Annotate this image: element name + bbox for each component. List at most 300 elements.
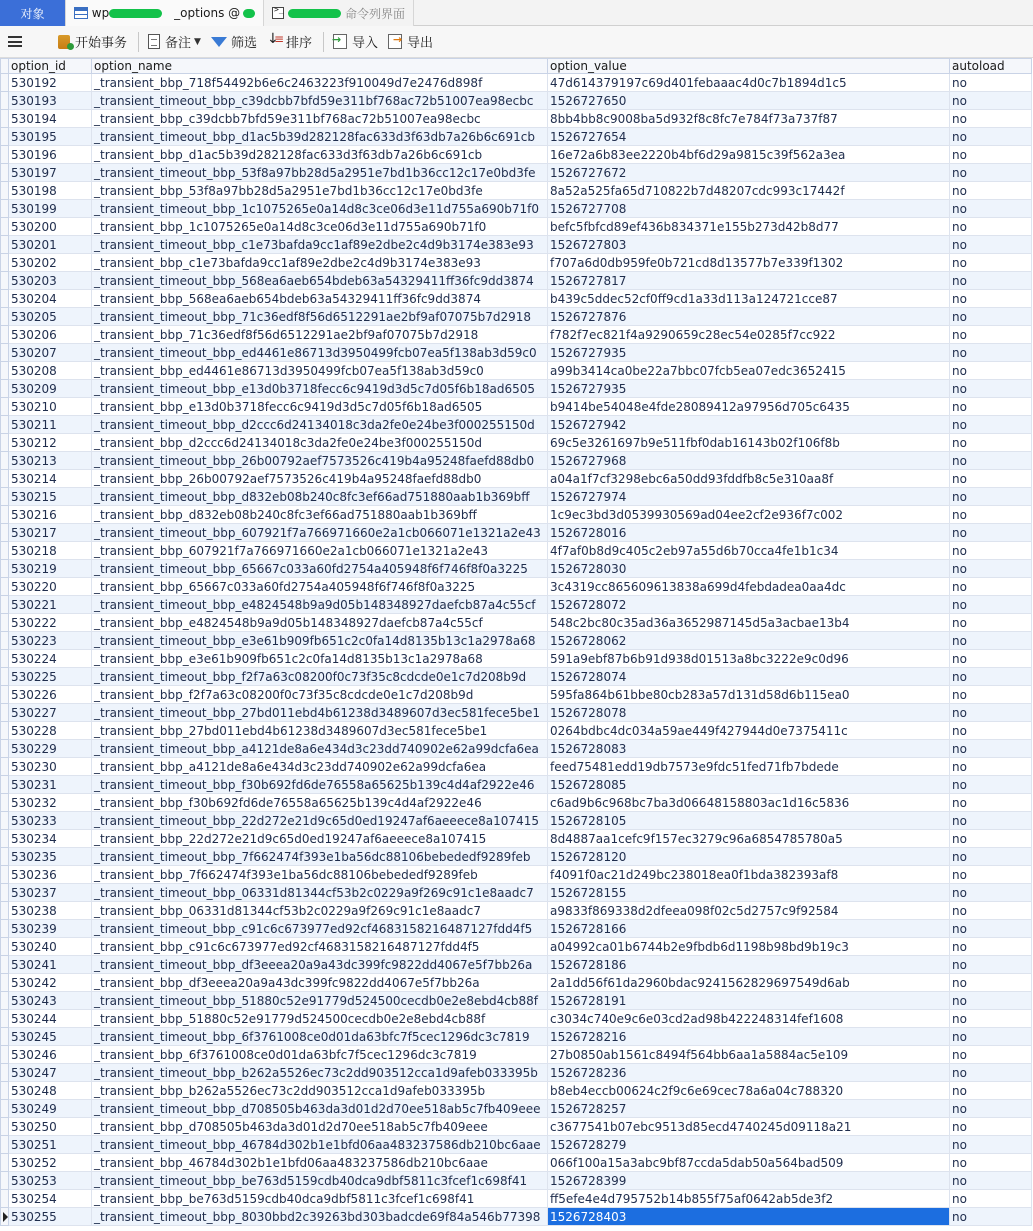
cell-option-name[interactable]: _transient_timeout_bbp_568ea6aeb654bdeb63a54329411ff36fc9dd3874: [92, 272, 548, 290]
column-header-option-value[interactable]: option_value: [548, 59, 950, 74]
table-row[interactable]: [1, 1046, 1032, 1064]
row-indicator[interactable]: [1, 866, 9, 884]
cell-option-value[interactable]: c3677541b07ebc9513d85ecd4740245d09118a21: [548, 1118, 950, 1136]
row-indicator[interactable]: [1, 470, 9, 488]
cell-option-id[interactable]: 530237: [9, 884, 92, 902]
cell-option-id[interactable]: 530200: [9, 218, 92, 236]
cell-option-value[interactable]: 1526727803: [548, 236, 950, 254]
cell-autoload[interactable]: no: [950, 470, 1032, 488]
cell-option-name[interactable]: _transient_timeout_bbp_f30b692fd6de76558a65625b139c4d4af2922e46: [92, 776, 548, 794]
cell-option-name[interactable]: _transient_timeout_bbp_7f662474f393e1ba56dc88106bebededf9289feb: [92, 848, 548, 866]
cell-option-id[interactable]: 530253: [9, 1172, 92, 1190]
cell-option-value[interactable]: a04992ca01b6744b2e9fbdb6d1198b98bd9b19c3: [548, 938, 950, 956]
cell-option-id[interactable]: 530196: [9, 146, 92, 164]
cell-autoload[interactable]: no: [950, 686, 1032, 704]
cell-option-name[interactable]: _transient_bbp_65667c033a60fd2754a405948f6f746f8f0a3225: [92, 578, 548, 596]
cell-autoload[interactable]: no: [950, 182, 1032, 200]
row-indicator[interactable]: [1, 488, 9, 506]
row-indicator[interactable]: [1, 146, 9, 164]
table-row[interactable]: [1, 272, 1032, 290]
cell-autoload[interactable]: no: [950, 830, 1032, 848]
table-row[interactable]: [1, 758, 1032, 776]
cell-option-value[interactable]: c6ad9b6c968bc7ba3d06648158803ac1d16c5836: [548, 794, 950, 812]
row-indicator[interactable]: [1, 992, 9, 1010]
cell-autoload[interactable]: no: [950, 326, 1032, 344]
cell-option-id[interactable]: 530233: [9, 812, 92, 830]
cell-option-id[interactable]: 530247: [9, 1064, 92, 1082]
cell-option-value[interactable]: 1526728030: [548, 560, 950, 578]
cell-option-name[interactable]: _transient_timeout_bbp_6f3761008ce0d01da63bfc7f5cec1296dc3c7819: [92, 1028, 548, 1046]
cell-autoload[interactable]: no: [950, 902, 1032, 920]
cell-option-id[interactable]: 530219: [9, 560, 92, 578]
row-indicator[interactable]: [1, 1208, 9, 1226]
cell-autoload[interactable]: no: [950, 974, 1032, 992]
table-row[interactable]: [1, 470, 1032, 488]
row-indicator[interactable]: [1, 506, 9, 524]
cell-autoload[interactable]: no: [950, 452, 1032, 470]
cell-option-name[interactable]: _transient_bbp_e4824548b9a9d05b148348927daefcb87a4c55cf: [92, 614, 548, 632]
cell-autoload[interactable]: no: [950, 416, 1032, 434]
column-header-autoload[interactable]: autoload: [950, 59, 1032, 74]
cell-option-name[interactable]: _transient_timeout_bbp_22d272e21d9c65d0ed19247af6aeeece8a107415: [92, 812, 548, 830]
cell-option-value[interactable]: 69c5e3261697b9e511fbf0dab16143b02f106f8b: [548, 434, 950, 452]
cell-option-name[interactable]: _transient_bbp_b262a5526ec73c2dd903512cca1d9afeb033395b: [92, 1082, 548, 1100]
data-grid[interactable]: [0, 58, 1033, 1231]
cell-option-id[interactable]: 530232: [9, 794, 92, 812]
cell-option-value[interactable]: 1526727654: [548, 128, 950, 146]
row-indicator[interactable]: [1, 1010, 9, 1028]
table-row[interactable]: [1, 128, 1032, 146]
cell-option-name[interactable]: _transient_bbp_df3eeea20a9a43dc399fc9822dd4067e5f7bb26a: [92, 974, 548, 992]
cell-option-value[interactable]: befc5fbfcd89ef436b834371e155b273d42b8d77: [548, 218, 950, 236]
table-row[interactable]: [1, 326, 1032, 344]
cell-option-name[interactable]: _transient_bbp_53f8a97bb28d5a2951e7bd1b36cc12c17e0bd3fe: [92, 182, 548, 200]
row-indicator[interactable]: [1, 1154, 9, 1172]
row-indicator[interactable]: [1, 1136, 9, 1154]
cell-autoload[interactable]: no: [950, 1154, 1032, 1172]
cell-option-name[interactable]: _transient_bbp_51880c52e91779d524500cecdb0e2e8ebd4cb88f: [92, 1010, 548, 1028]
table-row[interactable]: [1, 1100, 1032, 1118]
cell-autoload[interactable]: no: [950, 1082, 1032, 1100]
cell-option-name[interactable]: _transient_bbp_e3e61b909fb651c2c0fa14d8135b13c1a2978a68: [92, 650, 548, 668]
cell-option-id[interactable]: 530223: [9, 632, 92, 650]
cell-option-name[interactable]: _transient_bbp_d2ccc6d24134018c3da2fe0e24be3f000255150d: [92, 434, 548, 452]
cell-option-id[interactable]: 530231: [9, 776, 92, 794]
row-indicator[interactable]: [1, 578, 9, 596]
table-row[interactable]: [1, 560, 1032, 578]
cell-option-id[interactable]: 530255: [9, 1208, 92, 1226]
table-row[interactable]: [1, 218, 1032, 236]
cell-option-name[interactable]: _transient_timeout_bbp_53f8a97bb28d5a2951e7bd1b36cc12c17e0bd3fe: [92, 164, 548, 182]
cell-option-value[interactable]: 548c2bc80c35ad36a3652987145d5a3acbae13b4: [548, 614, 950, 632]
cell-option-value[interactable]: 0264bdbc4dc034a59ae449f427944d0e7375411c: [548, 722, 950, 740]
cell-option-name[interactable]: _transient_timeout_bbp_06331d81344cf53b2c0229a9f269c91c1e8aadc7: [92, 884, 548, 902]
cell-option-name[interactable]: _transient_timeout_bbp_c1e73bafda9cc1af89e2dbe2c4d9b3174e383e93: [92, 236, 548, 254]
filter-button[interactable]: [207, 30, 261, 54]
row-indicator[interactable]: [1, 326, 9, 344]
cell-option-value[interactable]: 595fa864b61bbe80cb283a57d131d58d6b115ea0: [548, 686, 950, 704]
row-indicator[interactable]: [1, 398, 9, 416]
cell-option-name[interactable]: _transient_timeout_bbp_71c36edf8f56d6512291ae2bf9af07075b7d2918: [92, 308, 548, 326]
cell-autoload[interactable]: no: [950, 884, 1032, 902]
cell-option-id[interactable]: 530208: [9, 362, 92, 380]
cell-option-value[interactable]: 1526727817: [548, 272, 950, 290]
cell-option-value[interactable]: 1526727650: [548, 92, 950, 110]
row-indicator[interactable]: [1, 614, 9, 632]
cell-option-name[interactable]: _transient_bbp_71c36edf8f56d6512291ae2bf9af07075b7d2918: [92, 326, 548, 344]
cell-option-value[interactable]: 1526728078: [548, 704, 950, 722]
row-indicator[interactable]: [1, 974, 9, 992]
table-row[interactable]: [1, 794, 1032, 812]
cell-autoload[interactable]: no: [950, 1190, 1032, 1208]
cell-autoload[interactable]: no: [950, 938, 1032, 956]
cell-autoload[interactable]: no: [950, 218, 1032, 236]
table-row[interactable]: [1, 398, 1032, 416]
row-indicator[interactable]: [1, 1046, 9, 1064]
row-indicator[interactable]: [1, 722, 9, 740]
cell-autoload[interactable]: no: [950, 74, 1032, 92]
row-indicator[interactable]: [1, 542, 9, 560]
cell-autoload[interactable]: no: [950, 956, 1032, 974]
cell-autoload[interactable]: no: [950, 596, 1032, 614]
cell-option-id[interactable]: 530234: [9, 830, 92, 848]
cell-option-value[interactable]: b9414be54048e4fde28089412a97956d705c6435: [548, 398, 950, 416]
menu-icon[interactable]: [8, 36, 22, 47]
row-indicator[interactable]: [1, 650, 9, 668]
cell-option-value[interactable]: 1526728403: [548, 1208, 950, 1226]
cell-autoload[interactable]: no: [950, 542, 1032, 560]
cell-option-id[interactable]: 530239: [9, 920, 92, 938]
cell-option-name[interactable]: _transient_bbp_26b00792aef7573526c419b4a95248faefd88db0: [92, 470, 548, 488]
cell-option-name[interactable]: _transient_bbp_d1ac5b39d282128fac633d3f63db7a26b6c691cb: [92, 146, 548, 164]
row-indicator[interactable]: [1, 164, 9, 182]
cell-option-name[interactable]: _transient_bbp_06331d81344cf53b2c0229a9f269c91c1e8aadc7: [92, 902, 548, 920]
table-row[interactable]: [1, 506, 1032, 524]
row-indicator[interactable]: [1, 74, 9, 92]
row-indicator[interactable]: [1, 596, 9, 614]
cell-option-id[interactable]: 530216: [9, 506, 92, 524]
cell-option-value[interactable]: 1526728085: [548, 776, 950, 794]
cell-option-value[interactable]: f782f7ec821f4a9290659c28ec54e0285f7cc922: [548, 326, 950, 344]
cell-autoload[interactable]: no: [950, 920, 1032, 938]
row-indicator[interactable]: [1, 902, 9, 920]
cell-option-name[interactable]: _transient_bbp_d832eb08b240c8fc3ef66ad751880aab1b369bff: [92, 506, 548, 524]
cell-option-value[interactable]: 8d4887aa1cefc9f157ec3279c96a6854785780a5: [548, 830, 950, 848]
cell-option-value[interactable]: f707a6d0db959fe0b721cd8d13577b7e339f1302: [548, 254, 950, 272]
cell-option-value[interactable]: 1526727672: [548, 164, 950, 182]
cell-option-value[interactable]: 1526727935: [548, 344, 950, 362]
table-row[interactable]: [1, 416, 1032, 434]
cell-option-name[interactable]: _transient_bbp_7f662474f393e1ba56dc88106bebededf9289feb: [92, 866, 548, 884]
cell-option-name[interactable]: _transient_timeout_bbp_d832eb08b240c8fc3ef66ad751880aab1b369bff: [92, 488, 548, 506]
cell-option-name[interactable]: _transient_bbp_1c1075265e0a14d8c3ce06d3e11d755a690b71f0: [92, 218, 548, 236]
cell-option-name[interactable]: _transient_bbp_c1e73bafda9cc1af89e2dbe2c4d9b3174e383e93: [92, 254, 548, 272]
table-row[interactable]: [1, 830, 1032, 848]
cell-option-value[interactable]: 1526728399: [548, 1172, 950, 1190]
cell-option-value[interactable]: 1526728074: [548, 668, 950, 686]
cell-option-name[interactable]: _transient_bbp_a4121de8a6e434d3c23dd740902e62a99dcfa6ea: [92, 758, 548, 776]
cell-option-value[interactable]: 1526727876: [548, 308, 950, 326]
table-row[interactable]: [1, 920, 1032, 938]
cell-autoload[interactable]: no: [950, 434, 1032, 452]
export-button[interactable]: [384, 30, 437, 54]
table-row[interactable]: [1, 344, 1032, 362]
table-row[interactable]: [1, 848, 1032, 866]
row-indicator[interactable]: [1, 272, 9, 290]
row-indicator[interactable]: [1, 848, 9, 866]
cell-autoload[interactable]: no: [950, 344, 1032, 362]
cell-option-name[interactable]: _transient_timeout_bbp_e13d0b3718fecc6c9419d3d5c7d05f6b18ad6505: [92, 380, 548, 398]
cell-autoload[interactable]: no: [950, 1064, 1032, 1082]
cell-option-value[interactable]: 4f7af0b8d9c405c2eb97a55d6b70cca4fe1b1c34: [548, 542, 950, 560]
table-row[interactable]: [1, 992, 1032, 1010]
cell-autoload[interactable]: no: [950, 812, 1032, 830]
cell-option-name[interactable]: _transient_timeout_bbp_c39dcbb7bfd59e311bf768ac72b51007ea98ecbc: [92, 92, 548, 110]
table-row[interactable]: [1, 488, 1032, 506]
cell-option-name[interactable]: _transient_timeout_bbp_ed4461e86713d3950499fcb07ea5f138ab3d59c0: [92, 344, 548, 362]
cell-option-id[interactable]: 530194: [9, 110, 92, 128]
table-row[interactable]: [1, 776, 1032, 794]
cell-option-id[interactable]: 530235: [9, 848, 92, 866]
cell-option-value[interactable]: a04a1f7cf3298ebc6a50dd93fddfb8c5e310aa8f: [548, 470, 950, 488]
cell-autoload[interactable]: no: [950, 650, 1032, 668]
cell-option-name[interactable]: _transient_timeout_bbp_c91c6c673977ed92cf4683158216487127fdd4f5: [92, 920, 548, 938]
table-row[interactable]: [1, 1010, 1032, 1028]
cell-autoload[interactable]: no: [950, 92, 1032, 110]
cell-option-value[interactable]: 3c4319cc865609613838a699d4febdadea0aa4dc: [548, 578, 950, 596]
table-row[interactable]: [1, 1064, 1032, 1082]
cell-option-name[interactable]: _transient_timeout_bbp_1c1075265e0a14d8c3ce06d3e11d755a690b71f0: [92, 200, 548, 218]
cell-option-id[interactable]: 530211: [9, 416, 92, 434]
cell-option-id[interactable]: 530250: [9, 1118, 92, 1136]
row-indicator[interactable]: [1, 308, 9, 326]
cell-option-value[interactable]: 1526727935: [548, 380, 950, 398]
cell-autoload[interactable]: no: [950, 362, 1032, 380]
row-indicator[interactable]: [1, 524, 9, 542]
begin-transaction-button[interactable]: [54, 30, 131, 54]
cell-option-name[interactable]: _transient_bbp_c39dcbb7bfd59e311bf768ac72b51007ea98ecbc: [92, 110, 548, 128]
row-indicator[interactable]: [1, 632, 9, 650]
cell-autoload[interactable]: no: [950, 488, 1032, 506]
cell-option-value[interactable]: 1526728257: [548, 1100, 950, 1118]
cell-option-id[interactable]: 530226: [9, 686, 92, 704]
table-row[interactable]: [1, 1190, 1032, 1208]
cell-option-value[interactable]: 27b0850ab1561c8494f564bb6aa1a5884ac5e109: [548, 1046, 950, 1064]
cell-option-value[interactable]: 47d614379197c69d401febaaac4d0c7b1894d1c5: [548, 74, 950, 92]
cell-autoload[interactable]: no: [950, 110, 1032, 128]
cell-option-name[interactable]: _transient_bbp_568ea6aeb654bdeb63a54329411ff36fc9dd3874: [92, 290, 548, 308]
cell-option-value[interactable]: 1526727942: [548, 416, 950, 434]
cell-option-value[interactable]: 1526728279: [548, 1136, 950, 1154]
cell-option-value[interactable]: b8eb4eccb00624c2f9c6e69cec78a6a04c788320: [548, 1082, 950, 1100]
cell-option-name[interactable]: _transient_timeout_bbp_e3e61b909fb651c2c0fa14d8135b13c1a2978a68: [92, 632, 548, 650]
cell-autoload[interactable]: no: [950, 1028, 1032, 1046]
cell-option-id[interactable]: 530241: [9, 956, 92, 974]
table-row[interactable]: [1, 1028, 1032, 1046]
table-row[interactable]: [1, 938, 1032, 956]
cell-option-value[interactable]: 1526728105: [548, 812, 950, 830]
cell-autoload[interactable]: no: [950, 506, 1032, 524]
row-indicator[interactable]: [1, 758, 9, 776]
table-row[interactable]: [1, 1082, 1032, 1100]
table-row[interactable]: [1, 92, 1032, 110]
table-row[interactable]: [1, 668, 1032, 686]
cell-autoload[interactable]: no: [950, 524, 1032, 542]
cell-option-id[interactable]: 530242: [9, 974, 92, 992]
cell-option-value[interactable]: 1526728072: [548, 596, 950, 614]
table-row[interactable]: [1, 956, 1032, 974]
cell-option-name[interactable]: _transient_bbp_f2f7a63c08200f0c73f35c8cdcde0e1c7d208b9d: [92, 686, 548, 704]
cell-option-name[interactable]: _transient_timeout_bbp_e4824548b9a9d05b148348927daefcb87a4c55cf: [92, 596, 548, 614]
cell-option-id[interactable]: 530236: [9, 866, 92, 884]
row-indicator[interactable]: [1, 1100, 9, 1118]
column-header-option-id[interactable]: option_id: [9, 59, 92, 74]
cell-autoload[interactable]: no: [950, 560, 1032, 578]
cell-autoload[interactable]: no: [950, 128, 1032, 146]
cell-autoload[interactable]: no: [950, 704, 1032, 722]
cell-option-id[interactable]: 530228: [9, 722, 92, 740]
cell-option-id[interactable]: 530246: [9, 1046, 92, 1064]
cell-option-name[interactable]: _transient_bbp_46784d302b1e1bfd06aa483237586db210bc6aae: [92, 1154, 548, 1172]
row-indicator[interactable]: [1, 1064, 9, 1082]
cell-option-value[interactable]: 1526727968: [548, 452, 950, 470]
table-row[interactable]: [1, 542, 1032, 560]
row-indicator[interactable]: [1, 776, 9, 794]
cell-autoload[interactable]: no: [950, 668, 1032, 686]
cell-option-id[interactable]: 530225: [9, 668, 92, 686]
cell-option-id[interactable]: 530195: [9, 128, 92, 146]
row-indicator[interactable]: [1, 434, 9, 452]
cell-autoload[interactable]: no: [950, 272, 1032, 290]
table-row[interactable]: [1, 236, 1032, 254]
cell-option-id[interactable]: 530218: [9, 542, 92, 560]
table-row[interactable]: [1, 254, 1032, 272]
row-indicator[interactable]: [1, 740, 9, 758]
cell-autoload[interactable]: no: [950, 722, 1032, 740]
cell-option-name[interactable]: _transient_bbp_6f3761008ce0d01da63bfc7f5cec1296dc3c7819: [92, 1046, 548, 1064]
cell-autoload[interactable]: no: [950, 1136, 1032, 1154]
row-indicator[interactable]: [1, 812, 9, 830]
table-row[interactable]: [1, 866, 1032, 884]
table-row[interactable]: [1, 1118, 1032, 1136]
cell-option-name[interactable]: _transient_timeout_bbp_27bd011ebd4b61238d3489607d3ec581fece5be1: [92, 704, 548, 722]
row-indicator[interactable]: [1, 110, 9, 128]
cell-option-id[interactable]: 530227: [9, 704, 92, 722]
row-indicator[interactable]: [1, 182, 9, 200]
cell-option-name[interactable]: _transient_timeout_bbp_d1ac5b39d282128fac633d3f63db7a26b6c691cb: [92, 128, 548, 146]
cell-option-id[interactable]: 530252: [9, 1154, 92, 1172]
cell-option-name[interactable]: _transient_timeout_bbp_8030bbd2c39263bd303badcde69f84a546b77398: [92, 1208, 548, 1226]
cell-option-name[interactable]: _transient_timeout_bbp_be763d5159cdb40dca9dbf5811c3fcef1c698f41: [92, 1172, 548, 1190]
row-indicator[interactable]: [1, 416, 9, 434]
row-indicator[interactable]: [1, 128, 9, 146]
cell-option-value[interactable]: 1526728120: [548, 848, 950, 866]
cell-option-name[interactable]: _transient_timeout_bbp_607921f7a766971660e2a1cb066071e1321a2e43: [92, 524, 548, 542]
row-indicator[interactable]: [1, 254, 9, 272]
table-row[interactable]: [1, 452, 1032, 470]
row-indicator[interactable]: [1, 704, 9, 722]
table-row[interactable]: [1, 812, 1032, 830]
row-indicator[interactable]: [1, 200, 9, 218]
cell-autoload[interactable]: no: [950, 308, 1032, 326]
cell-option-name[interactable]: _transient_timeout_bbp_a4121de8a6e434d3c23dd740902e62a99dcfa6ea: [92, 740, 548, 758]
cell-option-id[interactable]: 530209: [9, 380, 92, 398]
cell-option-id[interactable]: 530243: [9, 992, 92, 1010]
row-indicator[interactable]: [1, 668, 9, 686]
cell-option-name[interactable]: _transient_bbp_f30b692fd6de76558a65625b139c4d4af2922e46: [92, 794, 548, 812]
table-row[interactable]: [1, 74, 1032, 92]
cell-option-name[interactable]: _transient_bbp_607921f7a766971660e2a1cb066071e1321a2e43: [92, 542, 548, 560]
cell-option-value[interactable]: a9833f869338d2dfeea098f02c5d2757c9f92584: [548, 902, 950, 920]
cell-autoload[interactable]: no: [950, 164, 1032, 182]
table-row[interactable]: [1, 902, 1032, 920]
cell-option-name[interactable]: _transient_timeout_bbp_f2f7a63c08200f0c73f35c8cdcde0e1c7d208b9d: [92, 668, 548, 686]
table-row[interactable]: [1, 722, 1032, 740]
cell-option-id[interactable]: 530240: [9, 938, 92, 956]
table-row[interactable]: [1, 650, 1032, 668]
row-indicator[interactable]: [1, 560, 9, 578]
cell-option-id[interactable]: 530215: [9, 488, 92, 506]
cell-option-value[interactable]: 1526728216: [548, 1028, 950, 1046]
memo-button[interactable]: [144, 30, 205, 54]
cell-option-id[interactable]: 530249: [9, 1100, 92, 1118]
cell-option-id[interactable]: 530199: [9, 200, 92, 218]
cell-autoload[interactable]: no: [950, 866, 1032, 884]
row-indicator[interactable]: [1, 1118, 9, 1136]
table-row[interactable]: [1, 884, 1032, 902]
cell-option-value[interactable]: 1526728166: [548, 920, 950, 938]
table-row[interactable]: [1, 632, 1032, 650]
cell-option-value[interactable]: 1526728155: [548, 884, 950, 902]
cell-option-id[interactable]: 530222: [9, 614, 92, 632]
cell-option-name[interactable]: _transient_timeout_bbp_46784d302b1e1bfd06aa483237586db210bc6aae: [92, 1136, 548, 1154]
cell-option-name[interactable]: _transient_timeout_bbp_b262a5526ec73c2dd903512cca1d9afeb033395b: [92, 1064, 548, 1082]
table-row[interactable]: [1, 434, 1032, 452]
tab-objects[interactable]: [0, 0, 66, 26]
cell-option-value[interactable]: 1c9ec3bd3d0539930569ad04ee2cf2e936f7c002: [548, 506, 950, 524]
cell-option-value[interactable]: ff5efe4e4d795752b14b855f75af0642ab5de3f2: [548, 1190, 950, 1208]
cell-option-value[interactable]: 1526728191: [548, 992, 950, 1010]
table-row[interactable]: [1, 1172, 1032, 1190]
cell-option-value[interactable]: 8a52a525fa65d710822b7d48207cdc993c17442f: [548, 182, 950, 200]
cell-option-id[interactable]: 530210: [9, 398, 92, 416]
row-indicator[interactable]: [1, 92, 9, 110]
row-indicator[interactable]: [1, 830, 9, 848]
table-row[interactable]: [1, 146, 1032, 164]
cell-option-id[interactable]: 530230: [9, 758, 92, 776]
table-row[interactable]: [1, 380, 1032, 398]
cell-option-id[interactable]: 530217: [9, 524, 92, 542]
cell-option-id[interactable]: 530254: [9, 1190, 92, 1208]
cell-option-id[interactable]: 530192: [9, 74, 92, 92]
cell-option-name[interactable]: _transient_bbp_22d272e21d9c65d0ed19247af6aeeece8a107415: [92, 830, 548, 848]
cell-option-value[interactable]: f4091f0ac21d249bc238018ea0f1bda382393af8: [548, 866, 950, 884]
cell-autoload[interactable]: no: [950, 614, 1032, 632]
cell-option-value[interactable]: 591a9ebf87b6b91d938d01513a8bc3222e9c0d96: [548, 650, 950, 668]
column-header-option-name[interactable]: option_name: [92, 59, 548, 74]
table-row[interactable]: [1, 290, 1032, 308]
cell-option-name[interactable]: _transient_bbp_27bd011ebd4b61238d3489607d3ec581fece5be1: [92, 722, 548, 740]
cell-autoload[interactable]: no: [950, 758, 1032, 776]
cell-option-name[interactable]: _transient_timeout_bbp_65667c033a60fd2754a405948f6f746f8f0a3225: [92, 560, 548, 578]
tab-table-options[interactable]: [66, 0, 264, 26]
cell-option-value[interactable]: a99b3414ca0be22a7bbc07fcb5ea07edc3652415: [548, 362, 950, 380]
cell-option-id[interactable]: 530206: [9, 326, 92, 344]
table-row[interactable]: [1, 1136, 1032, 1154]
row-indicator[interactable]: [1, 920, 9, 938]
table-row[interactable]: [1, 524, 1032, 542]
cell-option-id[interactable]: 530251: [9, 1136, 92, 1154]
